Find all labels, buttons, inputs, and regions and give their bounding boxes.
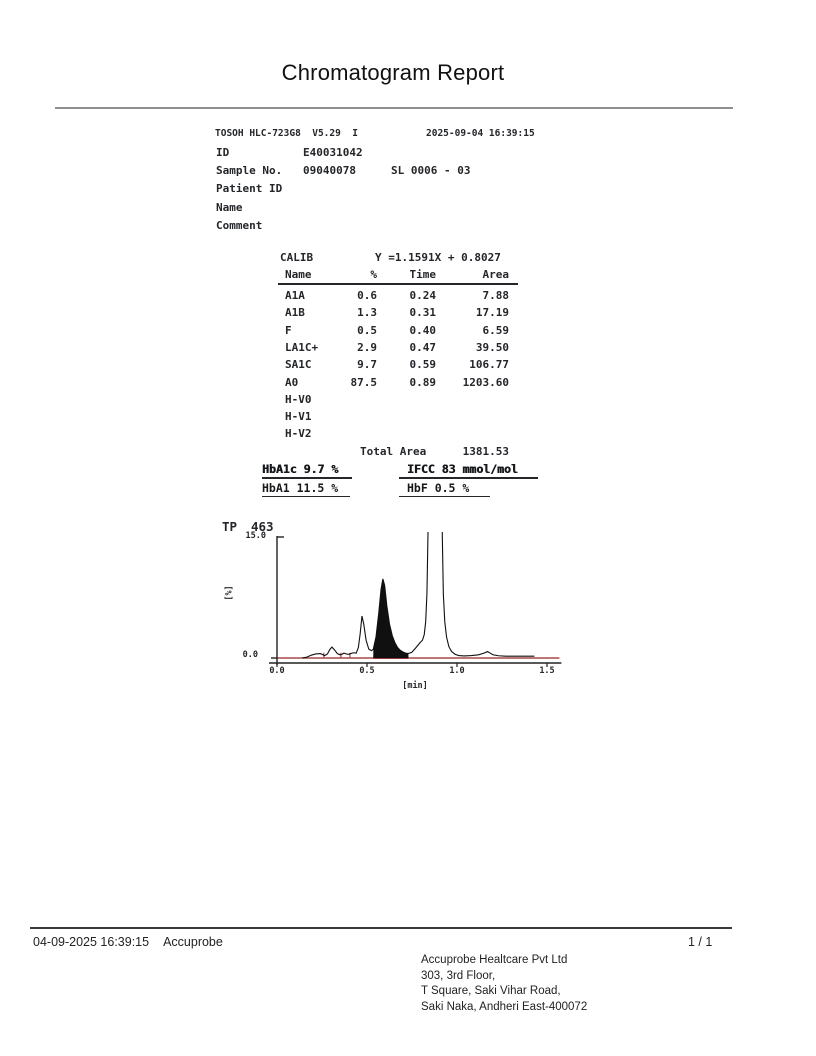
tp-label: TP xyxy=(222,519,238,534)
info-value: E40031042 xyxy=(303,146,363,159)
calib-row-name: H-V1 xyxy=(285,410,312,424)
footer-org: Accuprobe xyxy=(163,935,223,949)
calib-row-name: LA1C+ xyxy=(285,340,319,354)
calib-row-area: 7.88 xyxy=(482,289,509,302)
info-label: Name xyxy=(216,200,243,214)
address-line: T Square, Saki Vihar Road, xyxy=(421,985,561,997)
calib-row-time: 0.40 xyxy=(409,323,436,337)
info-extra: SL 0006 - 03 xyxy=(391,164,471,178)
chromatogram-trace xyxy=(302,532,534,658)
x-axis-tick-label: 0.5 xyxy=(359,666,375,676)
result-ifcc: IFCC 83 mmol/mol xyxy=(399,462,538,479)
device-line: TOSOH HLC-723G8 V5.29 I xyxy=(215,128,358,139)
page-number: 1 / 1 xyxy=(688,935,713,949)
calib-row xyxy=(0,410,816,427)
calib-row-time: 0.31 xyxy=(409,306,436,320)
info-label: Sample No. xyxy=(216,164,283,178)
x-axis-tick-label: 1.0 xyxy=(449,666,465,676)
calib-row-name: A1B xyxy=(285,306,305,320)
address-line: 303, 3rd Floor, xyxy=(421,969,496,982)
footer-left xyxy=(33,935,237,949)
x-axis-tick-label: 1.5 xyxy=(539,666,555,676)
calib-row-pct: 0.6 xyxy=(357,289,377,302)
calib-row-pct: 2.9 xyxy=(357,340,377,354)
calib-row-area: 17.19 xyxy=(475,306,509,320)
info-label: Comment xyxy=(216,218,263,232)
calib-row xyxy=(0,393,816,410)
calib-row-name: H-V2 xyxy=(285,427,312,441)
tp-value: 463 xyxy=(251,519,274,534)
info-row xyxy=(0,146,816,164)
calib-row-name: A0 xyxy=(285,375,299,389)
calib-row-name: F xyxy=(285,323,292,337)
header-divider xyxy=(55,107,733,109)
calib-row-time: 0.89 xyxy=(409,375,436,389)
calib-row xyxy=(0,358,816,375)
info-row xyxy=(0,164,816,182)
info-row xyxy=(0,219,816,237)
calib-label: CALIB xyxy=(280,251,314,264)
calib-row-area: 6.59 xyxy=(482,323,509,337)
calib-equation: Y =1.1591X + 0.8027 xyxy=(375,251,501,264)
calib-row-name: A1A xyxy=(285,289,305,302)
address-line: Accuprobe Healtcare Pvt Ltd xyxy=(421,954,568,966)
x-axis-label: [min] xyxy=(402,681,428,691)
calib-row xyxy=(0,341,816,358)
page-title: Chromatogram Report xyxy=(281,60,505,85)
y-axis-label: [%] xyxy=(224,585,235,601)
address-block xyxy=(421,953,587,1015)
calib-row-name: H-V0 xyxy=(285,392,312,406)
y-axis-tick-min: 0.0 xyxy=(242,650,258,660)
calib-row-time: 0.47 xyxy=(409,340,436,354)
calib-header-underline xyxy=(278,283,518,285)
result-hbf: HbF 0.5 % xyxy=(399,481,490,497)
footer-divider xyxy=(30,927,732,929)
footer-datetime: 04-09-2025 16:39:15 xyxy=(33,935,150,949)
calib-row-pct: 1.3 xyxy=(357,306,377,320)
info-row xyxy=(0,201,816,219)
total-area-label: Total Area xyxy=(360,445,427,458)
x-axis-tick-label: 0.0 xyxy=(269,666,285,676)
calib-row-time: 0.59 xyxy=(409,358,436,372)
info-label: ID xyxy=(216,146,230,159)
address-line: Saki Naka, Andheri East-400072 xyxy=(421,1000,588,1013)
calib-row-area: 39.50 xyxy=(475,340,509,354)
calib-header-area: Area xyxy=(482,268,509,281)
info-label: Patient ID xyxy=(216,182,283,196)
calib-row-pct: 87.5 xyxy=(350,375,377,389)
total-area-value: 1381.53 xyxy=(462,445,509,458)
calib-row-name: SA1C xyxy=(285,358,312,372)
result-hba1c: HbA1c 9.7 % xyxy=(262,462,352,479)
calib-row-area: 1203.60 xyxy=(462,375,509,389)
calib-row xyxy=(0,376,816,393)
calib-row xyxy=(0,427,816,444)
result-hba1: HbA1 11.5 % xyxy=(262,481,350,497)
info-row xyxy=(0,182,816,200)
calib-row-area: 106.77 xyxy=(469,358,509,372)
calib-row-time: 0.24 xyxy=(409,289,436,302)
y-axis-tick-max: 15.0 xyxy=(245,531,266,541)
calib-row-pct: 0.5 xyxy=(357,323,377,337)
info-value: 09040078 xyxy=(303,164,356,178)
calib-row xyxy=(0,289,816,306)
chromatogram-plot xyxy=(255,532,565,674)
calib-row xyxy=(0,324,816,341)
calib-header-name: Name xyxy=(285,268,312,281)
calib-header-time: Time xyxy=(409,268,436,281)
calib-header-pct: % xyxy=(370,268,377,281)
calib-row-pct: 9.7 xyxy=(357,358,377,372)
printout-datetime: 2025-09-04 16:39:15 xyxy=(426,128,535,139)
calib-row xyxy=(0,306,816,323)
